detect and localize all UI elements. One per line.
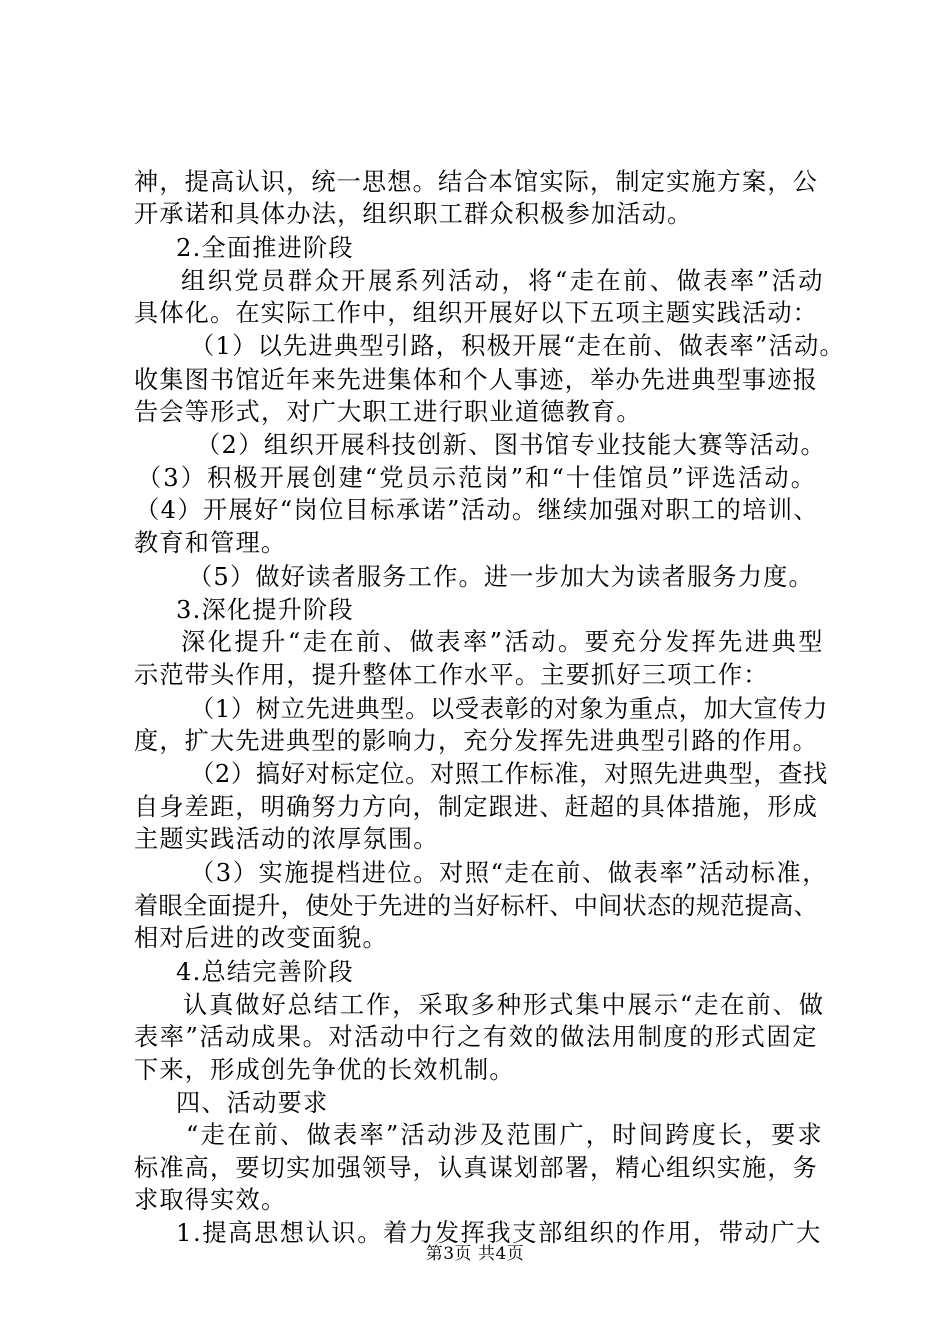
text-line: 3.深化提升阶段 xyxy=(176,596,354,624)
text-line: 度，扩大先进典型的影响力，充分发挥先进典型引路的作用。 xyxy=(134,727,818,755)
text-line: 深化提升“走在前、做表率”活动。要充分发挥先进典型 xyxy=(181,628,825,656)
text-line: （3）积极开展创建“党员示范岗”和“十佳馆员”评选活动。 xyxy=(137,464,817,492)
page-footer: 第3页 共4页 xyxy=(425,1244,525,1264)
text-line: （3）实施提档进位。对照“走在前、做表率”活动标准， xyxy=(190,859,828,887)
text-line: 自身差距，明确努力方向，制定跟进、赶超的具体措施，形成 xyxy=(134,793,818,821)
text-line: （2）搞好对标定位。对照工作标准，对照先进典型，查找 xyxy=(190,760,828,788)
text-line: 主题实践活动的浓厚氛围。 xyxy=(134,825,439,853)
text-line: 教育和管理。 xyxy=(134,529,287,557)
text-line: （2）组织开展科技创新、图书馆专业技能大赛等活动。 xyxy=(196,431,826,459)
text-line: 神，提高认识，统一思想。结合本馆实际，制定实施方案，公 xyxy=(134,168,818,196)
text-line: （5）做好读者服务工作。进一步加大为读者服务力度。 xyxy=(188,563,814,591)
text-line: 收集图书馆近年来先进集体和个人事迹，举办先进典型事迹报 xyxy=(134,366,818,394)
text-line: （1）以先进典型引路，积极开展“走在前、做表率”活动。 xyxy=(190,332,845,360)
text-line: 2.全面推进阶段 xyxy=(176,234,354,262)
text-line: 4.总结完善阶段 xyxy=(176,958,354,986)
text-line: 认真做好总结工作，采取多种形式集中展示“走在前、做 xyxy=(183,991,825,1019)
text-line: 标准高，要切实加强领导，认真谋划部署，精心组织实施，务 xyxy=(134,1154,818,1182)
text-line: 四、活动要求 xyxy=(176,1089,329,1117)
text-line: 1.提高思想认识。着力发挥我支部组织的作用，带动广大 xyxy=(176,1219,822,1247)
text-line: 开承诺和具体办法，组织职工群众积极参加活动。 xyxy=(134,200,693,228)
text-line: 示范带头作用，提升整体工作水平。主要抓好三项工作： xyxy=(134,661,769,689)
text-line: 相对后进的改变面貌。 xyxy=(134,924,388,952)
text-line: 下来，形成创先争优的长效机制。 xyxy=(134,1056,515,1084)
text-line: 求取得实效。 xyxy=(134,1186,287,1214)
text-line: 着眼全面提升，使处于先进的当好标杆、中间状态的规范提高、 xyxy=(134,892,818,920)
text-line: 具体化。在实际工作中，组织开展好以下五项主题实践活动： xyxy=(134,299,818,327)
text-line: （1）树立先进典型。以受表彰的对象为重点，加大宣传力 xyxy=(190,695,828,723)
text-line: 告会等形式，对广大职工进行职业道德教育。 xyxy=(134,398,642,426)
text-line: “走在前、做表率”活动涉及范围广，时间跨度长，要求 xyxy=(186,1121,824,1149)
text-line: 组织党员群众开展系列活动，将“走在前、做表率”活动 xyxy=(181,267,825,295)
text-line: （4）开展好“岗位目标承诺”活动。继续加强对职工的培训、 xyxy=(135,496,819,524)
text-line: 表率”活动成果。对活动中行之有效的做法用制度的形式固定 xyxy=(134,1023,818,1051)
